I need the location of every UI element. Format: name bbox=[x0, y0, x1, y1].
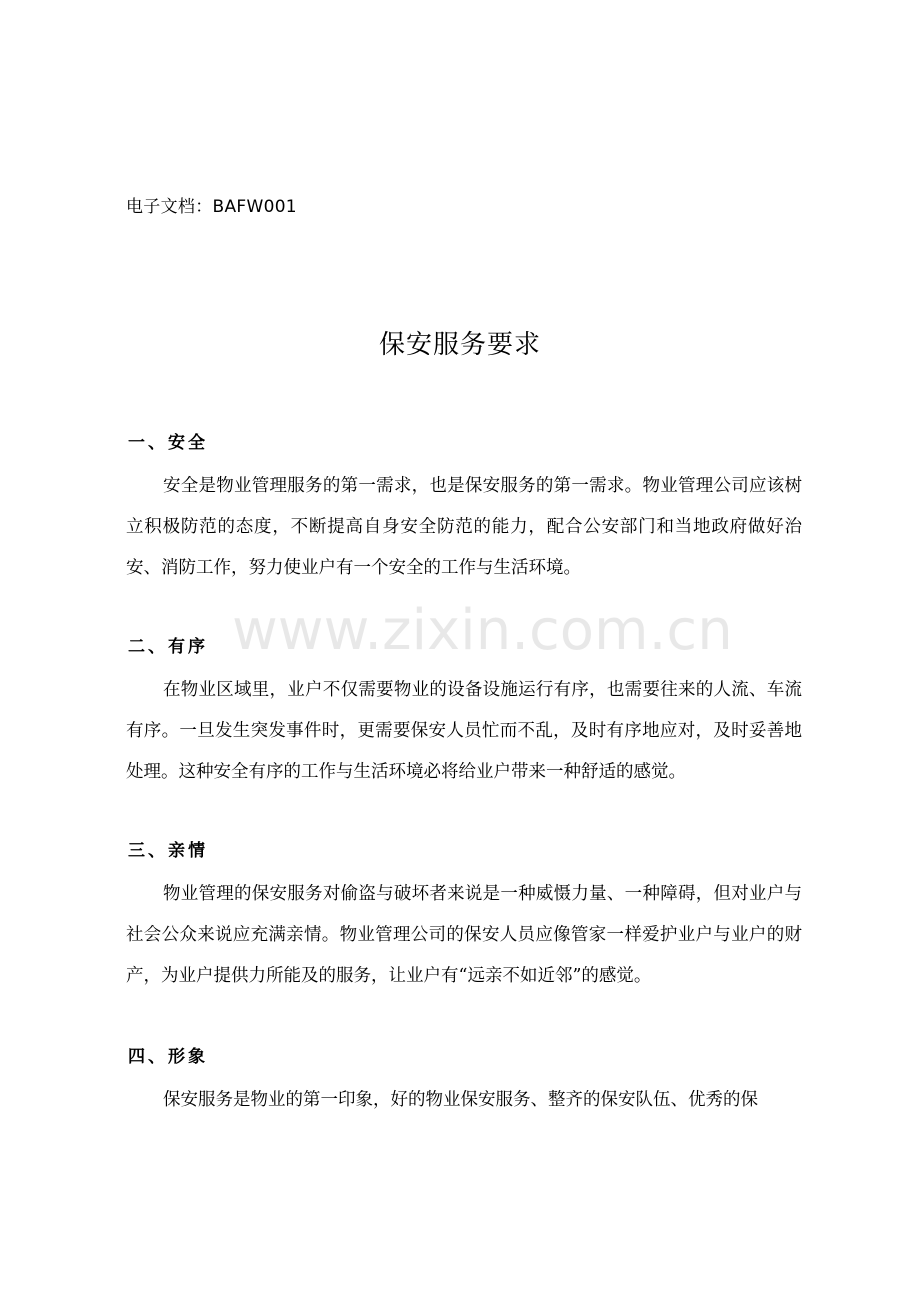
section-body-care: 物业管理的保安服务对偷盗与破坏者来说是一种威慑力量、一种障碍，但对业户与社会公众来说应充满亲情。物业管理公司的保安人员应像管家一样爱护业户与业户的财产，为业户提供力所能及的服务，让业户有“远亲不如近邻”的感觉。 bbox=[126, 884, 802, 986]
section-body-image: 保安服务是物业的第一印象，好的物业保安服务、整齐的保安队伍、优秀的保 bbox=[163, 1090, 758, 1110]
watermark: www.zixin.com.cn bbox=[232, 598, 733, 663]
section-heading-order: 二、有序 bbox=[128, 637, 208, 657]
section-body-order: 在物业区域里，业户不仅需要物业的设备设施运行有序，也需要往来的人流、车流有序。一旦发生突发事件时，更需要保安人员忙而不乱，及时有序地应对，及时妥善地处理。这种安全有序的工作与生活环境必将给业户带来一种舒适的感觉。 bbox=[126, 680, 802, 782]
section-heading-image: 四、形象 bbox=[128, 1047, 208, 1067]
page-title: 保安服务要求 bbox=[378, 330, 541, 360]
section-heading-care: 三、亲情 bbox=[128, 841, 208, 861]
section-body-safety: 安全是物业管理服务的第一需求，也是保安服务的第一需求。物业管理公司应该树立积极防范的态度，不断提高自身安全防范的能力，配合公安部门和当地政府做好治安、消防工作，努力使业户有一个安全的工作与生活环境。 bbox=[126, 476, 802, 578]
section-heading-safety: 一、安全 bbox=[128, 433, 208, 453]
document-code: 电子文档：BAFW001 bbox=[126, 197, 297, 217]
